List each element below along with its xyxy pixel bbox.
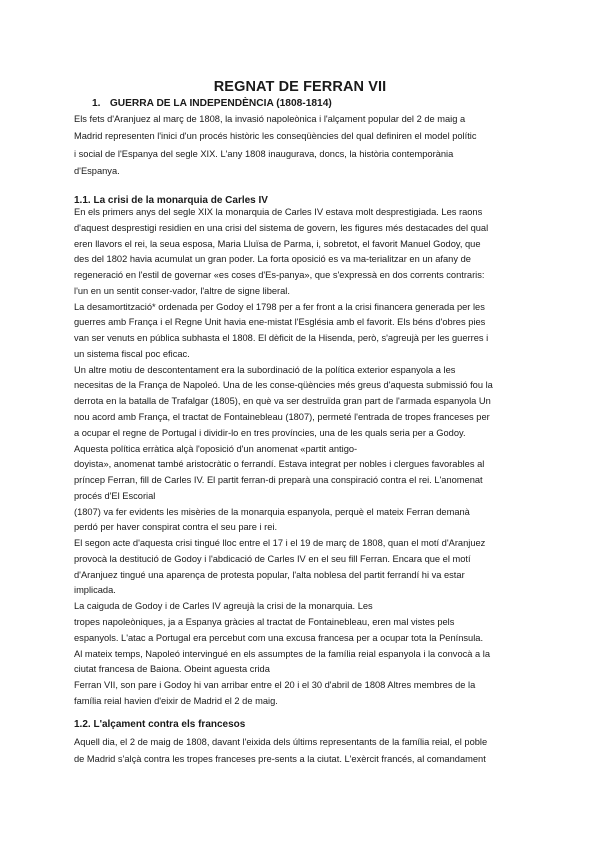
text-line: El segon acte d'aquesta crisi tingué lloc entre el 17 i el 19 de març de 1808, quan el motí d'Aranjuez (74, 538, 486, 549)
text-line: d'Espanya. (74, 165, 120, 176)
text-line: d'aquest desprestigi residien en una crisi del sistema de govern, les figures més destacades del qual (74, 222, 489, 233)
text-line: Al mateix temps, Napoleó intervingué en els assumptes de la família reial espanyola i la convocà a la (74, 648, 490, 659)
text-line: (1807) va fer evidents les misèries de la monarquia espanyola, perquè el mateix Ferran demanà (74, 506, 470, 517)
document-title: REGNAT DE FERRAN VII (213, 79, 387, 95)
text-line: La desamortització* ordenada per Godoy el 1798 per a fer front a la crisi financera generada per les (74, 301, 485, 312)
text-line: Aquesta política erràtica alçà l'oposició d'un anomenat «partit antigo- (74, 443, 358, 454)
text-line: un sistema fiscal poc eficac. (74, 348, 190, 359)
text-line: van ser venuts en pública subhasta el 1808. El dèficit de la Hisenda, però, s'agreujà per les guerres i (74, 333, 489, 344)
text-line: des del 1802 havia acumulat un gran poder. La forta oposició es va ma-terialitzar en un afany de (74, 254, 471, 265)
text-line: família reial havien d'eixir de Madrid el 2 de maig. (74, 695, 278, 706)
text-line: necesitas de la França de Napoleó. Una de les conse-qüències més greus d'aquesta submissió fou la (74, 380, 493, 391)
text-line: nou acord amb França, el tractat de Fontainebleau (1807), permeté l'entrada de tropes franceses per (74, 412, 490, 422)
text-line: de Madrid s'alçà contra les tropes franceses pre-sents a la ciutat. L'exèrcit francés, al comandament (74, 754, 486, 764)
text-line: Madrid representen l'inici d'un procés històric les conseqüències del qual definiren el model polític (74, 131, 477, 142)
text-line: tropes napoleòniques, ja a Espanya gràcies al tractat de Fontainebleau, eren mal vistes pels (74, 617, 455, 628)
text-line: espanyols. L'atac a Portugal era percebut com una excusa francesa per a ocupar tota la Península. (74, 632, 484, 643)
text-line: procés d'El Escorial (74, 490, 156, 501)
text-line: Un altre motiu de descontentament era la subordinació de la política exterior espanyola a les (74, 364, 456, 375)
text-line: implicada. (74, 585, 116, 596)
text-line: príncep Ferran, fill de Carles IV. El partit ferran-di preparà una conspiració contra el rei. L'anomenat (74, 475, 483, 486)
subsection-heading-1-2: 1.2. L'alçament contra els francesos (74, 719, 246, 730)
subsection-heading-1-1: 1.1. La crisi de la monarquia de Carles IV (74, 195, 268, 206)
text-line: Els fets d'Aranjuez al març de 1808, la invasió napoleònica i l'alçament popular del 2 de maig a (74, 114, 466, 124)
text-line: Aquell dia, el 2 de maig de 1808, davant l'eixida dels últims representants de la família reial, el poble (74, 737, 488, 747)
section-title: GUERRA DE LA INDEPENDÈNCIA (1808-1814) (109, 98, 332, 109)
text-line: guerres amb França i el Regne Unit havia ene-mistat l'Església amb el favorit. Els béns d'obres pies (74, 317, 486, 328)
text-line: d'Aranjuez tingué una aparença de protesta popular, l'alta noblesa del partit ferrandí hi va estar (74, 569, 465, 580)
text-line: i social de l'Espanya del segle XIX. L'any 1808 inaugurava, doncs, la història contemporània (74, 148, 454, 159)
text-line: En els primers anys del segle XIX la monarquia de Carles IV estava molt desprestigiada. Les raons (74, 207, 483, 217)
text-line: ciutat francesa de Baiona. Obeint aguesta crida (74, 664, 270, 675)
text-line: perdó per haver conspirat contra el seu pare i rei. (74, 522, 278, 533)
text-line: regeneració en l'estil de governar «es coses d'Es-panya», que s'expressà en dos corrents contraris: (74, 270, 485, 281)
text-line: eren llavors el rei, la seua esposa, Maria Lluïsa de Parma, i, sobretot, el favorit Manuel Godoy, que (74, 238, 481, 249)
section-number: 1. (92, 98, 101, 109)
text-line: La caiguda de Godoy i de Carles IV agreujà la crisi de la monarquia. Les (74, 601, 373, 612)
text-line: provocà la destitució de Godoy i l'abdicació de Carles IV en el seu fill Ferran. Encara que el motí (74, 553, 471, 564)
text-line: l'un en un sentit conser-vador, l'altre de signe liberal. (74, 285, 290, 296)
text-line: a ocupar el regne de Portugal i dividir-lo en tres províncies, una de les quals seria per a Godoy. (74, 427, 466, 438)
text-line: Ferran VII, son pare i Godoy hi van arribar entre el 20 i el 30 d'abril de 1808 Altres membres de la (74, 680, 476, 691)
text-line: doyista», anomenat també aristocràtic o ferrandí. Estava integrat per nobles i clergues favorables al (74, 459, 485, 470)
section-heading (92, 98, 332, 109)
text-line: derrota en la batalla de Trafalgar (1805), en què va ser destruïda gran part de l'armada espanyola Un (74, 396, 491, 407)
